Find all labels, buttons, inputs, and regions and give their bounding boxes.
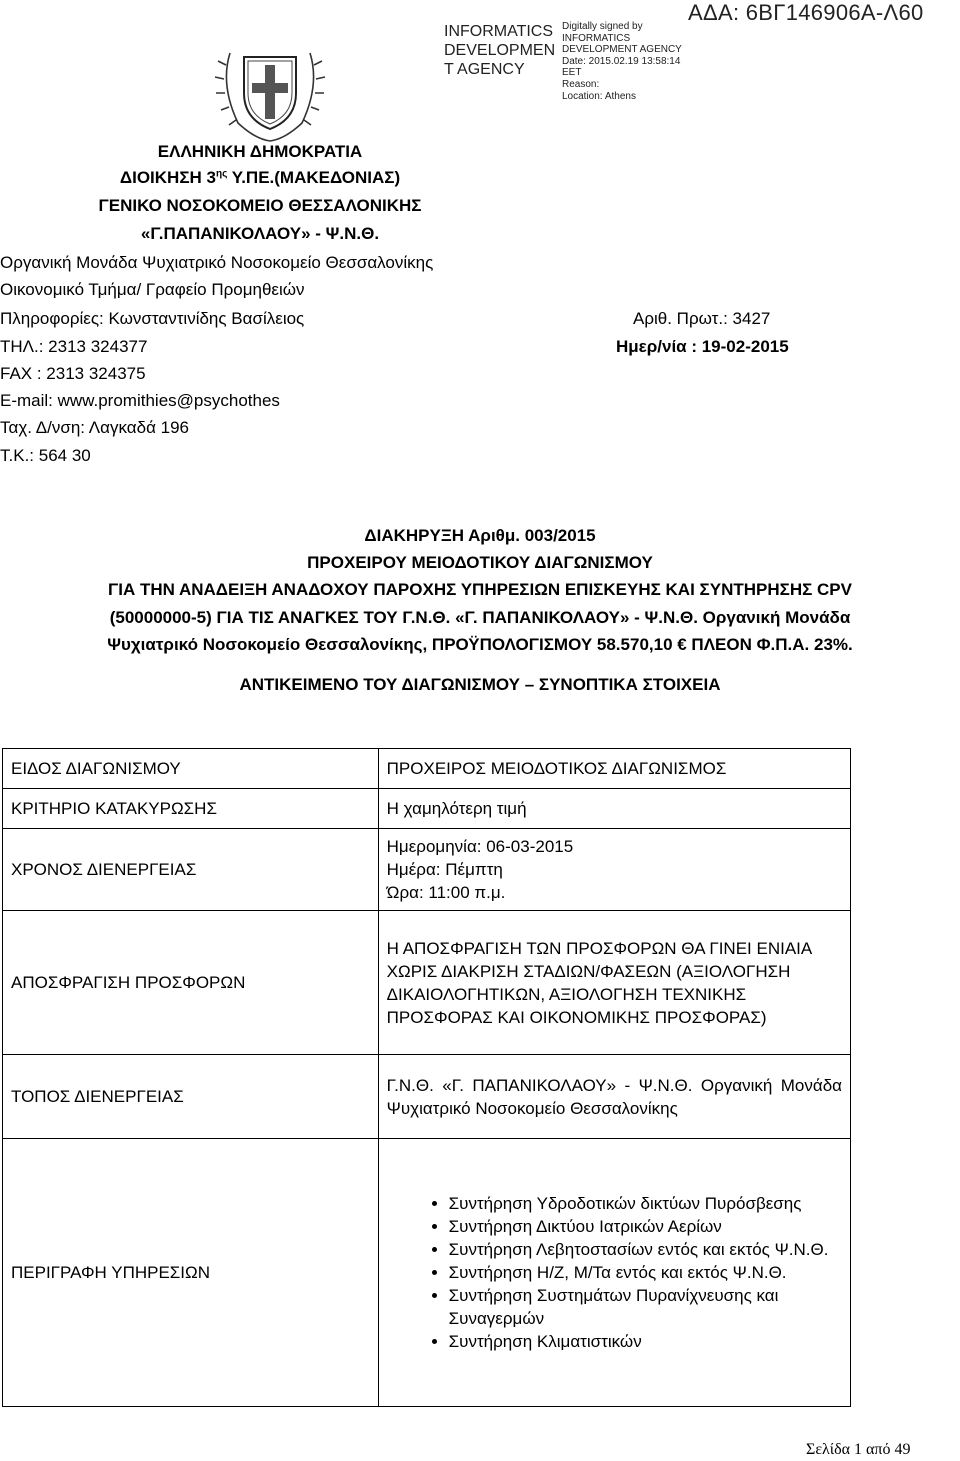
signature-details	[562, 21, 692, 102]
signature-line: DEVELOPMENT AGENCY	[562, 44, 682, 56]
table-row	[3, 789, 851, 829]
table-row	[3, 1139, 851, 1407]
announcement-budget: Ψυχιατρικό Νοσοκομείο Θεσσαλονίκης, ΠΡΟΫΠΟΛΟΓΙΣΜΟΥ 58.570,10 € ΠΛΕΟΝ Φ.Π.Α. 23%.	[107, 635, 853, 654]
table-cell-value: Η ΑΠΟΣΦΡΑΓΙΣΗ ΤΩΝ ΠΡΟΣΦΟΡΩΝ ΘΑ ΓΙΝΕΙ ΕΝΙΑΙΑ ΧΩΡΙΣ ΔΙΑΚΡΙΣΗ ΣΤΑΔΙΩΝ/ΦΑΣΕΩΝ (ΑΞΙΟΛΟΓΗΣΗ ΔΙΚΑΙΟΛΟΓΗΤΙΚΩΝ, ΑΞΙΟΛΟΓΗΣΗ ΤΕΧΝΙΚΗΣ ΠΡΟΣΦΟΡΑΣ ΚΑΙ ΟΙΚΟΝΟΜΙΚΗΣ ΠΡΟΣΦΟΡΑΣ)	[378, 911, 850, 1055]
page-number: Σελίδα 1 από 49	[806, 1441, 911, 1458]
table-row	[3, 911, 851, 1055]
table-row	[3, 1055, 851, 1139]
tender-summary-table	[2, 748, 851, 1407]
fax-number: FAX : 2313 324375	[0, 364, 146, 383]
administration: ΔΙΟΙΚΗΣΗ $3^{\eta\varsigma}$ Υ.ΠΕ.(ΜΑΚΕΔΟΝΙΑΣ)	[119, 168, 401, 187]
table-cell-value: ΠΡΟΧΕΙΡΟΣ ΜΕΙΟΔΟΤΙΚΟΣ ΔΙΑΓΩΝΙΣΜΟΣ	[378, 749, 850, 789]
department: Οικονομικό Τμήμα/ Γραφείο Προμηθειών	[0, 280, 305, 299]
table-cell-label: ΚΡΙΤΗΡΙΟ ΚΑΤΑΚΥΡΩΣΗΣ	[3, 789, 379, 829]
organic-unit: Οργανική Μονάδα Ψυχιατρικό Νοσοκομείο Θεσσαλονίκης	[0, 253, 434, 272]
announcement-type: ΠΡΟΧΕΙΡΟΥ ΜΕΙΟΔΟΤΙΚΟΥ ΔΙΑΓΩΝΙΣΜΟΥ	[307, 553, 653, 572]
signature-line: EET	[562, 67, 582, 79]
protocol-number: Αριθ. Πρωτ.: 3427	[633, 309, 771, 328]
tender-subject-heading: ΑΝΤΙΚΕΙΜΕΝΟ ΤΟΥ ΔΙΑΓΩΝΙΣΜΟΥ – ΣΥΝΟΠΤΙΚΑ ΣΤΟΙΧΕΙΑ	[239, 675, 721, 694]
table-row	[3, 829, 851, 911]
contact-person: Πληροφορίες: Κωνσταντινίδης Βασίλειος	[0, 309, 305, 328]
email-address: E-mail: www.promithies@psychothes	[0, 391, 280, 410]
table-cell-label: ΑΠΟΣΦΡΑΓΙΣΗ ΠΡΟΣΦΟΡΩΝ	[3, 911, 379, 1055]
table-cell-label: ΕΙΔΟΣ ΔΙΑΓΩΝΙΣΜΟΥ	[3, 749, 379, 789]
greek-coat-of-arms-icon	[210, 35, 330, 145]
list-item: • Συντήρηση Λεβητοστασίων εντός και εκτός Ψ.Ν.Θ.	[449, 1238, 842, 1261]
table-row	[3, 749, 851, 789]
postal-address: Ταχ. Δ/νση: Λαγκαδά 196	[0, 418, 189, 437]
postal-code: Τ.Κ.: 564 30	[0, 446, 91, 465]
announcement-purpose-cont: (50000000-5) ΓΙΑ ΤΙΣ ΑΝΑΓΚΕΣ ΤΟΥ Γ.Ν.Θ. «Γ. ΠΑΠΑΝΙΚΟΛΑΟΥ» - Ψ.Ν.Θ. Οργανική Μονάδα	[109, 608, 851, 627]
list-item: • Συντήρηση Δικτύου Ιατρικών Αερίων	[449, 1215, 842, 1238]
table-cell-value	[378, 1139, 850, 1407]
phone-number: ΤΗΛ.: 2313 324377	[0, 337, 148, 356]
ada-code: ΑΔΑ: 6ΒΓ146906Α-Λ60	[688, 0, 924, 25]
table-cell-label: ΠΕΡΙΓΡΑΦΗ ΥΠΗΡΕΣΙΩΝ	[3, 1139, 379, 1407]
signature-line: Location: Athens	[562, 90, 636, 102]
document-date: Ημερ/νία : 19-02-2015	[616, 337, 789, 356]
tender-day: Ημέρα: Πέμπτη	[386, 860, 503, 879]
tender-date: Ημερομηνία: 06-03-2015	[386, 837, 574, 856]
signature-line: Digitally signed by	[562, 21, 643, 32]
table-cell-label: ΧΡΟΝΟΣ ΔΙΕΝΕΡΓΕΙΑΣ	[3, 829, 379, 911]
announcement-purpose: ΓΙΑ ΤΗΝ ΑΝΑΔΕΙΞΗ ΑΝΑΔΟΧΟΥ ΠΑΡΟΧΗΣ ΥΠΗΡΕΣΙΩΝ ΕΠΙΣΚΕΥΗΣ ΚΑΙ ΣΥΝΤΗΡΗΣΗΣ CPV	[108, 580, 852, 599]
hospital-name: ΓΕΝΙΚΟ ΝΟΣΟΚΟΜΕΙΟ ΘΕΣΣΑΛΟΝΙΚΗΣ	[98, 196, 422, 215]
hospital-short-name: «Γ.ΠΑΠΑΝΙΚΟΛΑΟΥ» - Ψ.Ν.Θ.	[140, 224, 380, 243]
announcement-number: ΔΙΑΚΗΡΥΞΗ Αριθμ. 003/2015	[364, 526, 596, 545]
country-name: ΕΛΛΗΝΙΚΗ ΔΗΜΟΚΡΑΤΙΑ	[157, 142, 363, 161]
signature-line: INFORMATICS	[562, 32, 631, 44]
list-item: • Συντήρηση Κλιματιστικών	[449, 1330, 842, 1353]
table-cell-value	[378, 829, 850, 911]
signer-name: INFORMATICS DEVELOPMEN T AGENCY	[444, 23, 556, 78]
table-cell-value: Η χαμηλότερη τιμή	[378, 789, 850, 829]
services-list	[387, 1192, 842, 1353]
list-item: • Συντήρηση Η/Ζ, Μ/Τα εντός και εκτός Ψ.Ν.Θ.	[449, 1261, 842, 1284]
table-cell-label: ΤΟΠΟΣ ΔΙΕΝΕΡΓΕΙΑΣ	[3, 1055, 379, 1139]
tender-hour: Ώρα: 11:00 π.μ.	[386, 883, 506, 902]
table-cell-value: Γ.Ν.Θ. «Γ. ΠΑΠΑΝΙΚΟΛΑΟΥ» - Ψ.Ν.Θ. Οργανική Μονάδα Ψυχιατρικό Νοσοκομείο Θεσσαλονίκης	[378, 1055, 850, 1139]
signature-line: Date: 2015.02.19 13:58:14	[562, 55, 681, 67]
list-item: • Συντήρηση Συστημάτων Πυρανίχνευσης και Συναγερμών	[449, 1284, 842, 1330]
signature-line: Reason:	[562, 78, 600, 90]
list-item: • Συντήρηση Υδροδοτικών δικτύων Πυρόσβεσης	[449, 1192, 842, 1215]
